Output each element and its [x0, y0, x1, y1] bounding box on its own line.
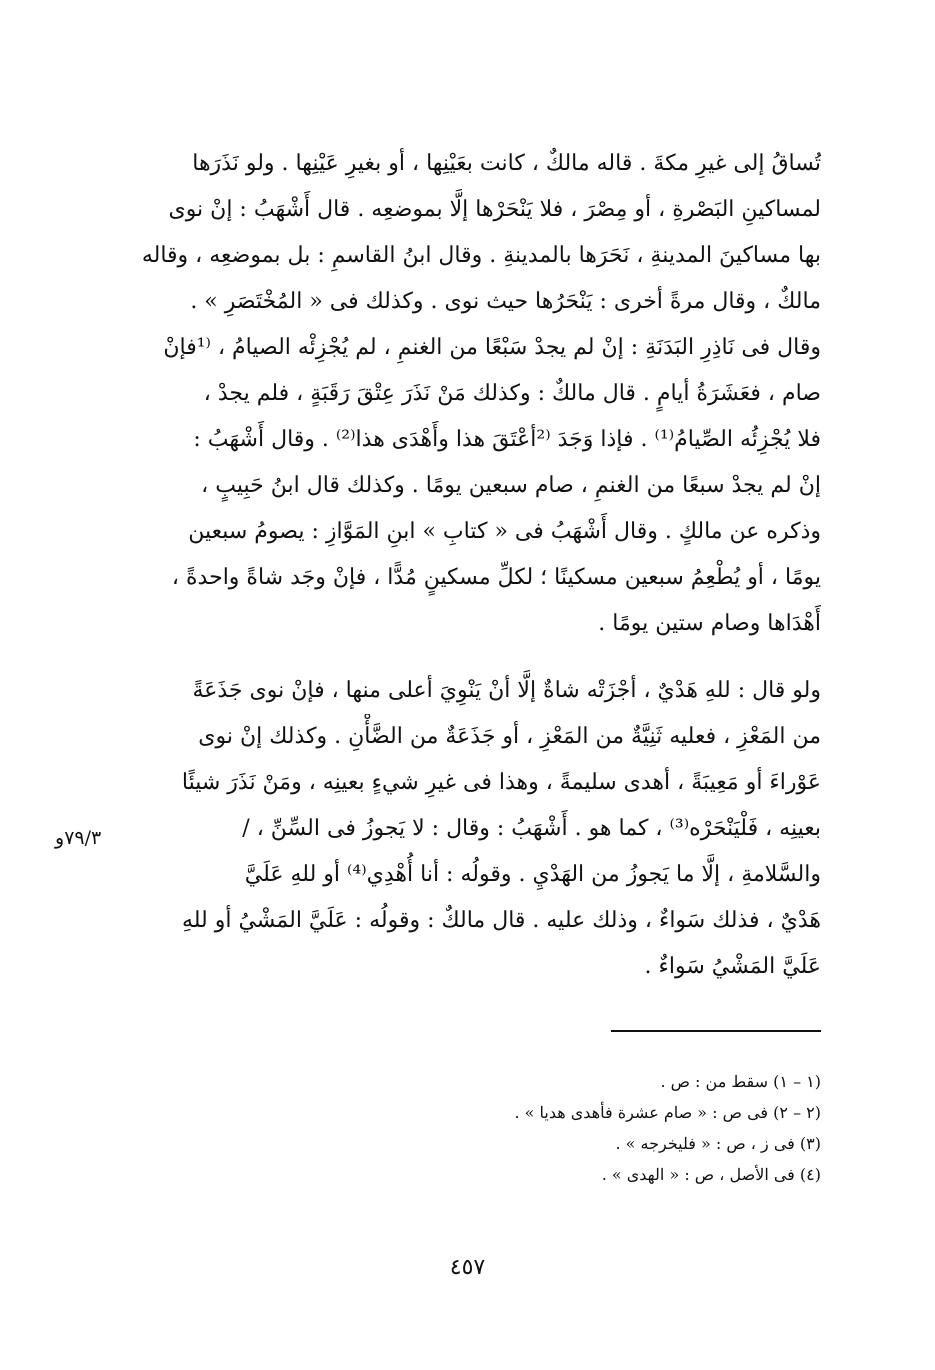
text-line: وقال فى نَاذِرِ البَدَنَةِ : إنْ لم يجدْ سَبْعًا من الغنمِ ، لم يُجْزِئْه الصيامُ ، ⁽¹فإنْ — [163, 335, 821, 360]
footnote-separator — [611, 1030, 821, 1032]
text-line: تُساقُ إلى غيرِ مكةَ . قاله مالكٌ ، كانت بعَيْنِها ، أو بغيرِ عَيْنِها . ولو نَذَرَها — [192, 151, 821, 176]
footnotes — [221, 1066, 821, 1190]
text-line: بعينِه ، فَلْيَنْحَرْه⁽³⁾ ، كما هو . أَشْهَبُ : وقال : لا يَجوزُ فى السِّنِّ ، / — [242, 816, 821, 841]
manuscript-folio-note: ٧٩/٣و — [55, 827, 102, 849]
footnote: (٤) فى الأصل ، ص : « الهدى » . — [601, 1165, 821, 1184]
main-paragraph-2 — [116, 668, 821, 990]
main-paragraph-1 — [116, 141, 821, 647]
text-line: وذكره عن مالكٍ . وقال أَشْهَبُ فى « كتابِ » ابنِ المَوَّازِ : يصومُ سبعين — [188, 519, 821, 544]
page-number: ٤٥٧ — [449, 1255, 486, 1280]
text-line: لمساكينِ البَصْرةِ ، أو مِصْرَ ، فلا يَنْحَرْها إلَّا بموضعِه . قال أَشْهَبُ : إنْ نوى — [168, 197, 821, 222]
text-line: مالكٌ ، وقال مرةً أخرى : يَنْحَرُها حيث نوى . وكذلك فى « المُخْتَصَرِ » . — [190, 289, 821, 314]
footnote: (٣) فى ز ، ص : « فليخرجه » . — [615, 1134, 821, 1153]
footnote: (١ – ١) سقط من : ص . — [660, 1072, 821, 1091]
text-line: ولو قال : للهِ هَدْيٌ ، أجْزَتْه شاةٌ إلَّا أنْ يَنْوِيَ أعلى منها ، فإنْ نوى جَذَعَةً — [192, 678, 821, 703]
text-line: عَلَيَّ المَشْيُ سَواءٌ . — [644, 954, 821, 979]
text-line: فلا يُجْزِئُه الصِّيامُ⁽¹⁾ . فإذا وَجَدَ ⁽²أعْتَقَ هذا وأَهْدَى هذا⁽²⁾ . وقال أَشْهَبُ : — [193, 427, 821, 452]
text-line: يومًا ، أو يُطْعِمُ سبعين مسكينًا ؛ لكلِّ مسكينٍ مُدًّا ، فإنْ وجَد شاةً واحدةً ، — [171, 565, 821, 590]
text-line: إنْ لم يجدْ سبعًا من الغنمِ ، صام سبعين يومًا . وكذلك قال ابنُ حَبِيبٍ ، — [201, 473, 821, 498]
text-line: صام ، فعَشَرَةُ أيامٍ . قال مالكٌ : وكذلك مَنْ نَذَرَ عِتْقَ رَقَبَةٍ ، فلم يجدْ ، — [203, 381, 821, 406]
footnote: (٢ – ٢) فى ص : « صام عشرة فأهدى هديا » . — [514, 1103, 821, 1122]
text-line: والسَّلامةِ ، إلَّا ما يَجوزُ من الهَدْيِ . وقولُه : أنا أُهْدِي⁽⁴⁾ أو للهِ عَلَيَّ — [244, 862, 821, 887]
text-line: عَوْراءَ أو مَعِيبَةً ، أهدى سليمةً ، وهذا فى غيرِ شيءٍ بعينِه ، ومَنْ نَذَرَ شيئًا — [181, 770, 821, 795]
text-line: هَدْيٌ ، فذلك سَواءٌ ، وذلك عليه . قال مالكٌ : وقولُه : عَلَيَّ المَشْيُ أو للهِ — [181, 908, 821, 933]
text-line: من المَعْزِ ، فعليه ثَنِيَّةٌ من المَعْزِ ، أو جَذَعَةٌ من الضَّأْنِ . وكذلك إنْ نوى — [198, 724, 821, 749]
text-line: بها مساكينَ المدينةِ ، نَحَرَها بالمدينةِ . وقال ابنُ القاسمِ : بل بموضعِه ، وقاله — [141, 243, 821, 268]
text-line: أَهْدَاها وصام ستين يومًا . — [598, 611, 821, 636]
